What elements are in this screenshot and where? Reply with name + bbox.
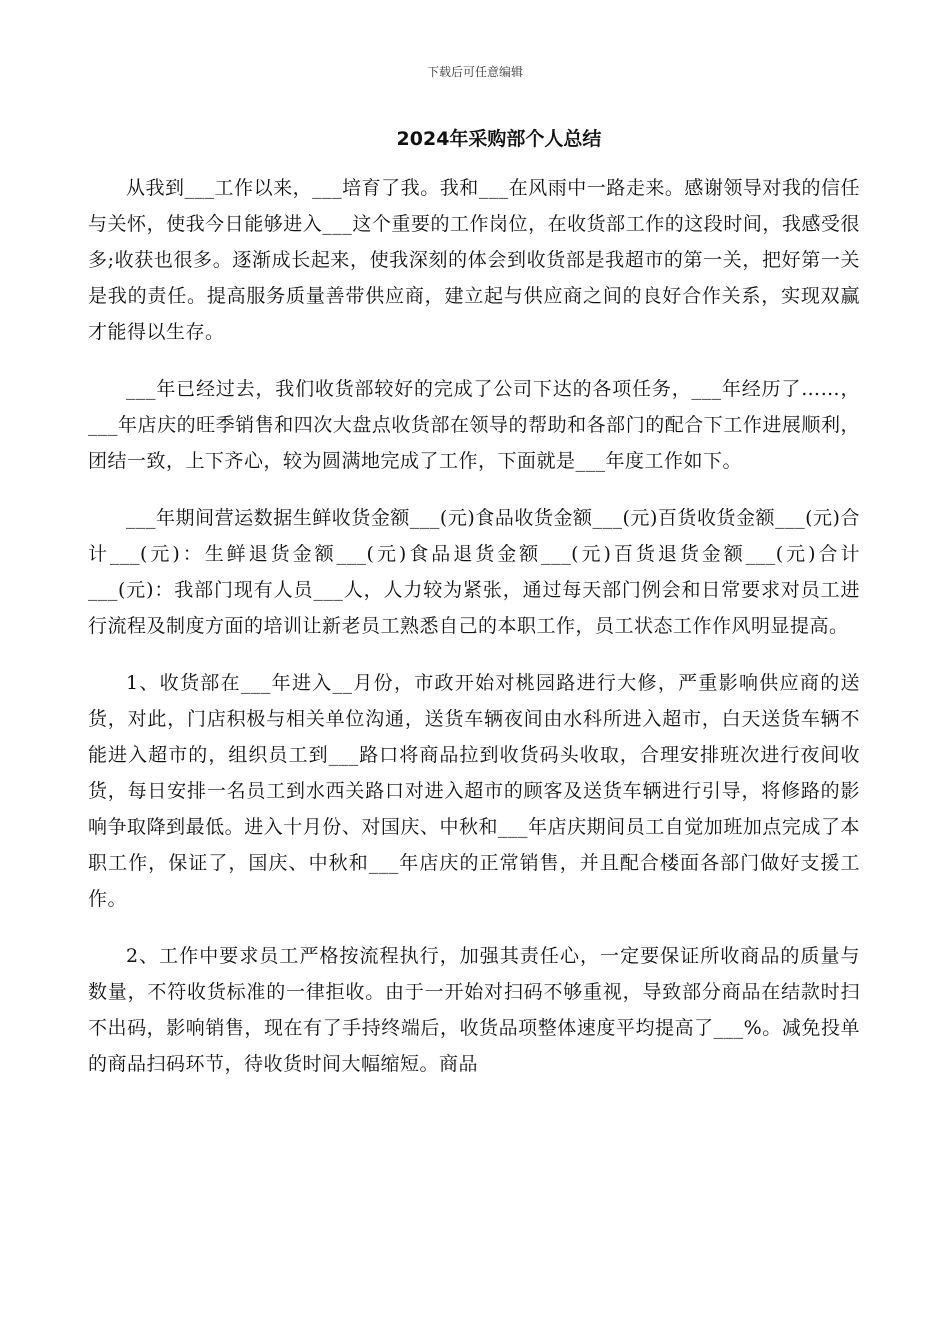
document-body [88,170,860,1103]
paragraph-item-1: 1、收货部在___年进入__月份，市政开始对桃园路进行大修，严重影响供应商的送货，对此，门店积极与相关单位沟通，送货车辆夜间由水科所进入超市，白天送货车辆不能进入超市的，组织员工到___路口将商品拉到收货码头收取，合理安排班次进行夜间收货，每日安排一名员工到水西关路口对进入超市的顾客及送货车辆进行引导，将修路的影响争取降到最低。进入十月份、对国庆、中秋和___年店庆期间员工自觉加班加点完成了本职工作，保证了，国庆、中秋和___年店庆的正常销售，并且配合楼面各部门做好支援工作。 [88,672,860,910]
paragraph-year-review: ___年已经过去，我们收货部较好的完成了公司下达的各项任务，___年经历了……，___年店庆的旺季销售和四次大盘点收货部在领导的帮助和各部门的配合下工作进展顺利，团结一致，上下齐心，较为圆满地完成了工作，下面就是___年度工作如下。 [88,378,860,472]
paragraph-intro: 从我到___工作以来，___培育了我。我和___在风雨中一路走来。感谢领导对我的信任与关怀，使我今日能够进入___这个重要的工作岗位，在收货部工作的这段时间，我感受很多;收获也很多。逐渐成长起来，使我深刻的体会到收货部是我超市的第一关，把好第一关是我的责任。提高服务质量善带供应商，建立起与供应商之间的良好合作关系，实现双赢才能得以生存。 [88,177,860,343]
paragraph-operating-data: ___年期间营运数据生鲜收货金额___(元)食品收货金额___(元)百货收货金额___(元)合计___(元)：生鲜退货金额___(元)食品退货金额___(元)百货退货金额___(元)合计___(元)：我部门现有人员___人，人力较为紧张，通过每天部门例会和日常要求对员工进行流程及制度方面的培训让新老员工熟悉自己的本职工作，员工状态工作作风明显提高。 [88,507,860,637]
header-note: 下载后可任意编辑 [426,65,523,79]
paragraph-item-2: 2、工作中要求员工严格按流程执行，加强其责任心，一定要保证所收商品的质量与数量，不符收货标准的一律拒收。由于一开始对扫码不够重视，导致部分商品在结款时扫不出码，影响销售，现在有了手持终端后，收货品项整体速度平均提高了___%。减免投单的商品扫码环节，待收货时间大幅缩短。商品 [88,945,860,1075]
page-title: 2024年采购部个人总结 [396,128,602,150]
